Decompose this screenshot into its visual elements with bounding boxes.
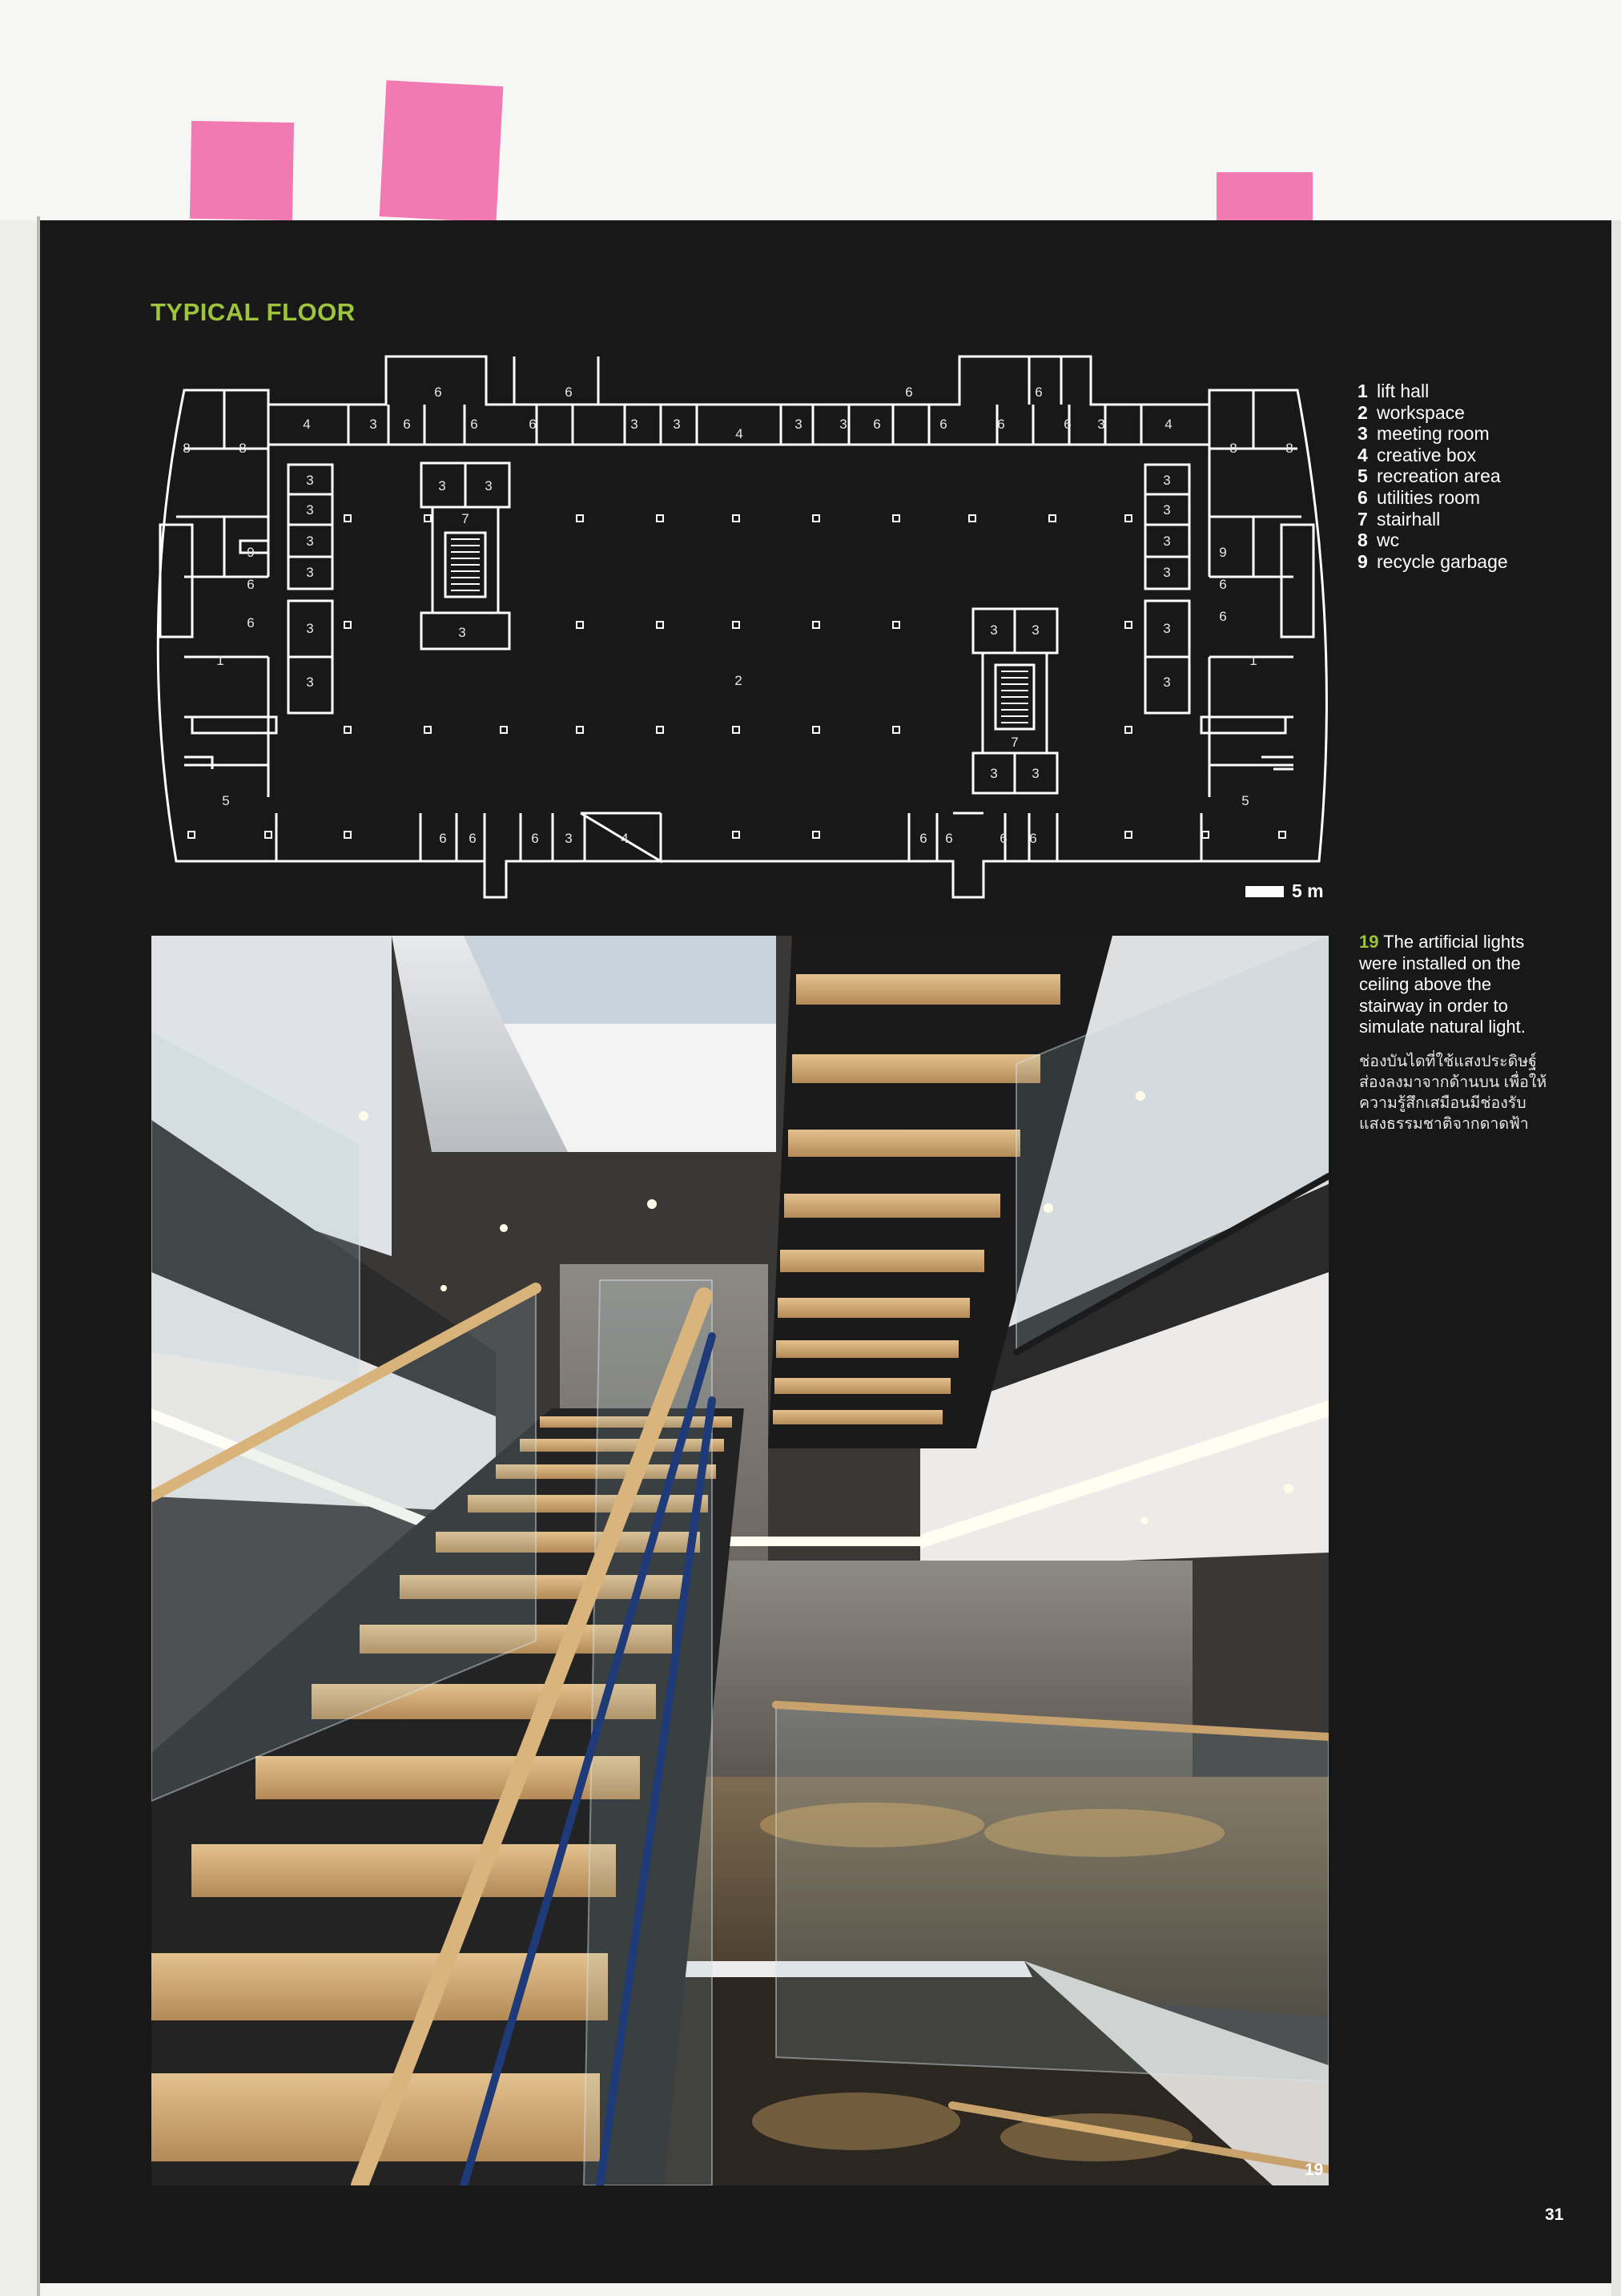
plan-label-lift-hall: 1 (1249, 653, 1257, 668)
plan-label-creative-box: 4 (1164, 417, 1173, 432)
plan-label-recycle: 9 (1219, 545, 1227, 560)
plan-label-utilities: 6 (939, 417, 947, 432)
plan-label-meeting-room: 3 (438, 478, 446, 493)
legend-item: 1 lift hall (1358, 381, 1430, 401)
plan-label-utilities: 6 (1064, 417, 1072, 432)
legend-item: 7 stairhall (1358, 508, 1441, 530)
plan-label-utilities: 6 (565, 385, 573, 400)
facing-page-margin (0, 220, 38, 2296)
plan-label-meeting-room: 3 (1097, 417, 1105, 432)
sticky-note (1217, 172, 1313, 222)
plan-label-meeting-room: 3 (485, 478, 493, 493)
scale-label: 5 m (1292, 880, 1324, 901)
plan-label-meeting-room: 3 (1163, 675, 1171, 690)
plan-label-meeting-room: 3 (1032, 622, 1040, 638)
plan-label-meeting-room: 3 (369, 417, 377, 432)
plan-label-meeting-room: 3 (839, 417, 847, 432)
plan-label-utilities: 6 (247, 577, 255, 592)
legend-item: 9 recycle garbage (1358, 550, 1508, 572)
scale-bar-graphic (1245, 886, 1284, 897)
plan-label-utilities: 6 (1219, 577, 1227, 592)
plan-label-wc: 8 (1285, 441, 1293, 456)
plan-label-meeting-room: 3 (1163, 621, 1171, 636)
plan-label-utilities: 6 (1000, 831, 1008, 846)
legend-item: 4 creative box (1358, 444, 1477, 465)
plan-label-recreation: 5 (222, 793, 230, 808)
photo-caption (1359, 932, 1551, 1134)
caption-figure-ref: 19 (1359, 932, 1379, 952)
plan-label-utilities: 6 (945, 831, 953, 846)
plan-label-utilities: 6 (470, 417, 478, 432)
plan-label-utilities: 6 (1029, 831, 1037, 846)
caption-english (1359, 932, 1551, 1038)
plan-label-meeting-room: 3 (306, 502, 314, 518)
plan-label-meeting-room: 3 (673, 417, 681, 432)
plan-label-meeting-room: 3 (1163, 565, 1171, 580)
plan-label-utilities: 6 (873, 417, 881, 432)
caption-thai: ช่องบันไดที่ใช้แสงประดิษฐ์ส่องลงมาจากด้านบน เพื่อให้ความรู้สึกเสมือนมีช่องรับแสงธรรมชาติจากดาดฟ้า (1359, 1052, 1547, 1133)
plan-label-recycle: 9 (247, 545, 255, 560)
plan-label-meeting-room: 3 (1163, 473, 1171, 488)
plan-label-meeting-room: 3 (306, 565, 314, 580)
sticky-note (380, 80, 504, 222)
plan-label-meeting-room: 3 (306, 675, 314, 690)
plan-label-utilities: 6 (1219, 609, 1227, 624)
legend-item: 2 workspace (1358, 401, 1465, 423)
plan-label-workspace: 2 (734, 673, 742, 688)
plan-label-meeting-room: 3 (306, 534, 314, 549)
plan-label-utilities: 6 (531, 831, 539, 846)
stairway-photo (151, 936, 1329, 2185)
plan-label-meeting-room: 3 (1163, 502, 1171, 518)
plan-label-wc: 8 (1229, 441, 1237, 456)
page-heading: TYPICAL FLOOR (151, 298, 356, 326)
plan-label-meeting-room: 3 (458, 625, 466, 640)
plan-label-utilities: 6 (919, 831, 927, 846)
photo-number: 19 (1305, 2161, 1324, 2179)
plan-label-utilities: 6 (905, 385, 913, 400)
plan-label-meeting-room: 3 (1163, 534, 1171, 549)
legend-item: 3 meeting room (1358, 423, 1490, 445)
legend-item: 5 recreation area (1358, 465, 1501, 487)
plan-label-creative-box: 4 (621, 831, 629, 846)
plan-label-meeting-room: 3 (990, 766, 998, 781)
plan-label-meeting-room: 3 (306, 473, 314, 488)
plan-label-wc: 8 (183, 441, 191, 456)
plan-label-meeting-room: 3 (1032, 766, 1040, 781)
plan-label-utilities: 6 (1035, 385, 1043, 400)
plan-label-stairhall: 7 (1011, 735, 1019, 750)
plan-label-utilities: 6 (529, 417, 537, 432)
caption-text: The artificial lights were installed on the ceiling above the stairway in order to simulate natural light. (1359, 932, 1526, 1037)
legend-item: 8 wc (1358, 530, 1400, 551)
plan-label-utilities: 6 (247, 615, 255, 630)
plan-label-utilities: 6 (439, 831, 447, 846)
plan-legend (1358, 381, 1598, 572)
page-edge-right (1611, 220, 1621, 2296)
legend-item: 6 utilities room (1358, 486, 1481, 508)
plan-label-lift-hall: 1 (216, 653, 224, 668)
plan-label-meeting-room: 3 (565, 831, 573, 846)
plan-label-utilities: 6 (469, 831, 477, 846)
plan-label-meeting-room: 3 (306, 621, 314, 636)
plan-label-meeting-room: 3 (990, 622, 998, 638)
plan-label-utilities: 6 (434, 385, 442, 400)
plan-label-creative-box: 4 (735, 426, 743, 441)
plan-label-creative-box: 4 (303, 417, 311, 432)
plan-label-utilities: 6 (403, 417, 411, 432)
plan-label-utilities: 6 (997, 417, 1005, 432)
floor-plan (148, 348, 1329, 901)
plan-label-meeting-room: 3 (630, 417, 638, 432)
plan-label-stairhall: 7 (461, 511, 469, 526)
plan-label-meeting-room: 3 (794, 417, 802, 432)
page-number: 31 (1545, 2205, 1564, 2224)
plan-label-wc: 8 (239, 441, 247, 456)
plan-label-recreation: 5 (1241, 793, 1249, 808)
sticky-note (190, 121, 294, 220)
